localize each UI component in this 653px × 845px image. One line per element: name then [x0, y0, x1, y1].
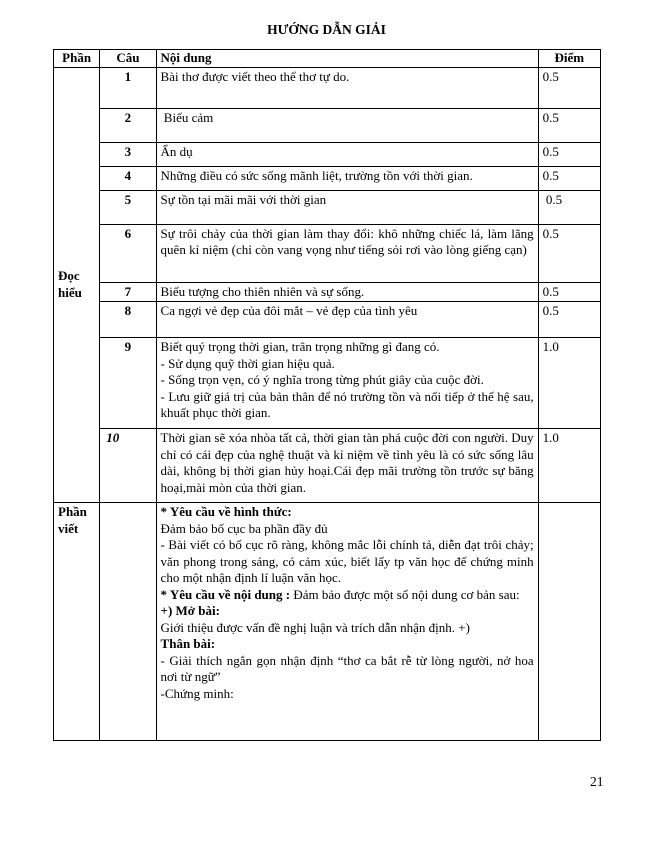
table-row — [54, 429, 601, 503]
answer-line: - Sống trọn vẹn, có ý nghĩa trong từng phút giây của cuộc đời. — [160, 372, 484, 387]
question-number: 8 — [100, 302, 156, 338]
answer-score: 0.5 — [538, 142, 600, 166]
answer-line: - Sử dụng quỹ thời gian hiệu quả. — [160, 355, 335, 371]
question-number: 2 — [100, 108, 156, 142]
opening-text: Giới thiệu được vấn đề nghị luận và trích dẫn nhận định. +) — [160, 619, 470, 635]
body-line: - Giải thích ngắn gọn nhận định “thơ ca bắt rễ từ lòng người, nở hoa nơi từ ngữ” — [160, 652, 534, 684]
table-header-row — [54, 50, 601, 68]
table-row — [54, 190, 601, 224]
table-row — [54, 67, 601, 108]
answer-score: 1.0 — [538, 429, 600, 503]
header-part: Phần — [54, 50, 100, 68]
part-writing: Phần viết — [54, 503, 100, 741]
answer-content: Thời gian sẽ xóa nhòa tất cả, thời gian tàn phá cuộc đời con người. Duy chỉ có cái đẹp của nghệ thuật và kỉ niệm về tình yêu là có sức sống lâu dài, không bị thời gian hủy hoại.Cái đẹp mãi trường tồn trước sự băng hoại,mài mòn của thời gian. — [156, 429, 538, 503]
table-row — [54, 302, 601, 338]
answer-score: 1.0 — [538, 338, 600, 429]
table-row — [54, 338, 601, 429]
header-question: Câu — [100, 50, 156, 68]
page-number: 21 — [590, 774, 604, 789]
answer-content: Bài thơ được viết theo thể thơ tự do. — [156, 67, 538, 108]
question-number: 6 — [100, 224, 156, 282]
answer-content — [156, 338, 538, 429]
answer-score: 0.5 — [538, 166, 600, 190]
answer-score: 0.5 — [538, 190, 600, 224]
table-row — [54, 108, 601, 142]
header-content: Nội dung — [156, 50, 538, 68]
question-number: 10 — [100, 429, 156, 503]
table-row — [54, 224, 601, 282]
answer-content: Biểu cảm — [156, 108, 538, 142]
form-line: Đảm bảo bố cục ba phần đầy đủ — [160, 520, 328, 536]
answer-content: Biểu tượng cho thiên nhiên và sự sống. — [156, 282, 538, 302]
answer-table — [53, 49, 601, 741]
form-heading: * Yêu cầu về hình thức: — [160, 504, 292, 519]
question-number: 9 — [100, 338, 156, 429]
question-number: 5 — [100, 190, 156, 224]
answer-line: - Lưu giữ giá trị của bản thân để nó trường tồn và nối tiếp ở thế hệ sau, khuất phục thời gian. — [160, 388, 534, 420]
answer-score: 0.5 — [538, 282, 600, 302]
answer-score: 0.5 — [538, 67, 600, 108]
question-number-empty — [100, 503, 156, 741]
part-reading: Đọc hiểu — [54, 67, 100, 503]
content-intro: Đảm bảo được một số nội dung cơ bản sau: — [290, 586, 520, 602]
question-number: 7 — [100, 282, 156, 302]
answer-content: Sự tồn tại mãi mãi với thời gian — [156, 190, 538, 224]
question-number: 4 — [100, 166, 156, 190]
body-heading: Thân bài: — [160, 636, 216, 651]
answer-content: Ca ngợi vẻ đẹp của đôi mắt – vẻ đẹp của tình yêu — [156, 302, 538, 338]
body-line: -Chứng minh: — [160, 685, 234, 701]
answer-score-empty — [538, 503, 600, 741]
answer-score: 0.5 — [538, 302, 600, 338]
answer-content: Sự trôi chảy của thời gian làm thay đổi: khô những chiếc lá, làm lãng quên kỉ niệm (chỉ còn vang vọng như tiếng sỏi rơi vào lòng giếng cạn) — [156, 224, 538, 282]
question-number: 1 — [100, 67, 156, 108]
answer-content: Ẩn dụ — [156, 142, 538, 166]
form-line: - Bài viết có bố cục rõ ràng, không mắc lỗi chính tả, diễn đạt trôi chảy; văn phong trong sáng, có cảm xúc, biết lấy tp văn học để chứng minh cho một nhận định lí luận văn học. — [160, 537, 534, 585]
writing-content — [156, 503, 538, 741]
content-heading: * Yêu cầu về nội dung : — [160, 586, 291, 602]
header-score: Điểm — [538, 50, 600, 68]
answer-score: 0.5 — [538, 108, 600, 142]
answer-score: 0.5 — [538, 224, 600, 282]
page-title: HƯỚNG DẪN GIẢI — [267, 22, 386, 37]
table-row — [54, 166, 601, 190]
table-row — [54, 142, 601, 166]
table-row — [54, 282, 601, 302]
answer-content: Những điều có sức sống mãnh liệt, trường tồn với thời gian. — [156, 166, 538, 190]
opening-heading: +) Mở bài: — [160, 603, 220, 618]
question-number: 3 — [100, 142, 156, 166]
answer-line: Biết quý trọng thời gian, trân trọng những gì đang có. — [160, 339, 440, 354]
table-row — [54, 503, 601, 741]
